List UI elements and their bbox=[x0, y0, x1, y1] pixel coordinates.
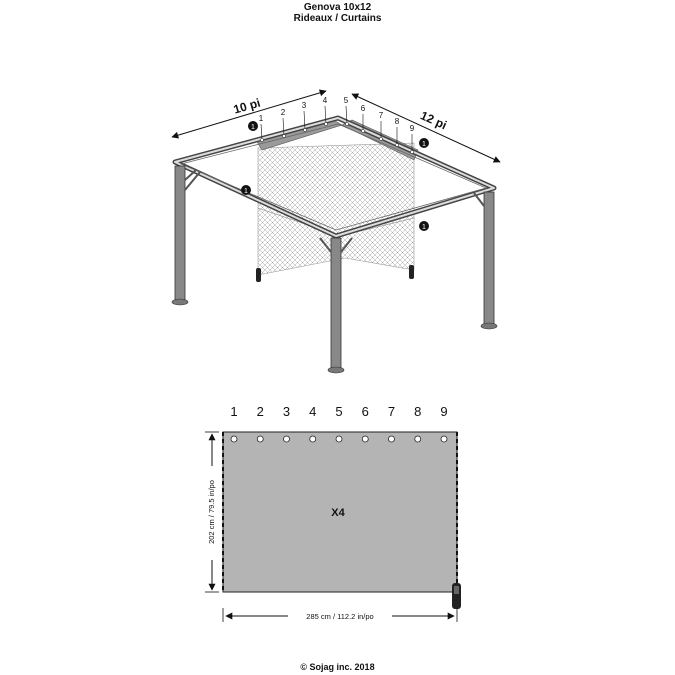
gazebo-grommet-4 bbox=[324, 122, 327, 125]
zipper-pull-left bbox=[256, 268, 261, 282]
gazebo-grommet-8 bbox=[395, 143, 398, 146]
panel-grommet-number-9: 9 bbox=[440, 404, 448, 419]
panel-grommet-number-1: 1 bbox=[230, 404, 238, 419]
gazebo-grommet-2 bbox=[282, 134, 285, 137]
gazebo-grommet-number-9: 9 bbox=[409, 124, 415, 133]
svg-text:1: 1 bbox=[244, 188, 248, 195]
curtain-panel-diagram bbox=[205, 404, 461, 622]
gazebo-grommet-number-6: 6 bbox=[360, 104, 366, 113]
panel-grommet-1 bbox=[231, 436, 237, 442]
gazebo-leg-left bbox=[175, 166, 185, 302]
gazebo-grommet-9 bbox=[410, 150, 413, 153]
gazebo-grommet-number-8: 8 bbox=[394, 117, 400, 126]
dimension-label-right: 12 pi bbox=[418, 108, 449, 133]
panel-grommet-3 bbox=[284, 436, 290, 442]
panel-grommet-number-7: 7 bbox=[387, 404, 396, 419]
height-dimension-label: 202 cm / 79.5 in/po bbox=[206, 480, 216, 544]
width-dimension-label: 285 cm / 112.2 in/po bbox=[306, 612, 374, 621]
panel-grommet-9 bbox=[441, 436, 447, 442]
zipper-pull-right bbox=[409, 265, 414, 279]
gazebo-grommet-number-2: 2 bbox=[280, 108, 286, 117]
gazebo-leg-right bbox=[484, 192, 494, 326]
gazebo-leg-front bbox=[331, 238, 341, 370]
gazebo-illustration bbox=[172, 91, 500, 373]
panel-grommet-6 bbox=[362, 436, 368, 442]
panel-grommet-2 bbox=[257, 436, 263, 442]
quantity-label: X4 bbox=[331, 507, 345, 519]
gazebo-grommet-number-1: 1 bbox=[258, 114, 264, 123]
panel-grommet-number-6: 6 bbox=[361, 404, 369, 419]
gazebo-grommet-number-3: 3 bbox=[301, 101, 307, 110]
panel-grommet-5 bbox=[336, 436, 342, 442]
panel-grommet-number-8: 8 bbox=[414, 404, 422, 419]
panel-grommet-numbers bbox=[230, 404, 447, 419]
panel-grommet-4 bbox=[310, 436, 316, 442]
svg-text:1: 1 bbox=[422, 141, 426, 148]
gazebo-grommet-5 bbox=[345, 122, 348, 125]
gazebo-grommet-1 bbox=[260, 138, 263, 141]
gazebo-grommet-number-4: 4 bbox=[322, 96, 328, 105]
callout-1-top-left bbox=[248, 121, 258, 131]
callout-1-top-right bbox=[419, 138, 429, 148]
gazebo-grommet-7 bbox=[379, 137, 382, 140]
svg-text:1: 1 bbox=[422, 224, 426, 231]
panel-grommet-number-2: 2 bbox=[256, 404, 264, 419]
svg-text:1: 1 bbox=[251, 124, 255, 131]
panel-grommet-8 bbox=[415, 436, 421, 442]
panel-grommet-number-5: 5 bbox=[335, 404, 343, 419]
gazebo-grommet-6 bbox=[361, 129, 364, 132]
gazebo-grommet-number-7: 7 bbox=[378, 111, 384, 120]
panel-grommet-7 bbox=[389, 436, 395, 442]
callout-1-front-right bbox=[419, 221, 429, 231]
callout-1-front-left bbox=[241, 185, 251, 195]
diagram-title: Genova 10x12 bbox=[303, 2, 372, 13]
gazebo-grommet-3 bbox=[303, 128, 306, 131]
dimension-label-left: 10 pi bbox=[231, 95, 262, 117]
panel-grommet-number-4: 4 bbox=[309, 404, 317, 419]
diagram-subtitle: Rideaux / Curtains bbox=[293, 13, 382, 24]
copyright-footer: © Sojag inc. 2018 bbox=[300, 662, 375, 672]
panel-grommet-number-3: 3 bbox=[282, 404, 291, 419]
gazebo-grommet-number-5: 5 bbox=[343, 96, 349, 105]
